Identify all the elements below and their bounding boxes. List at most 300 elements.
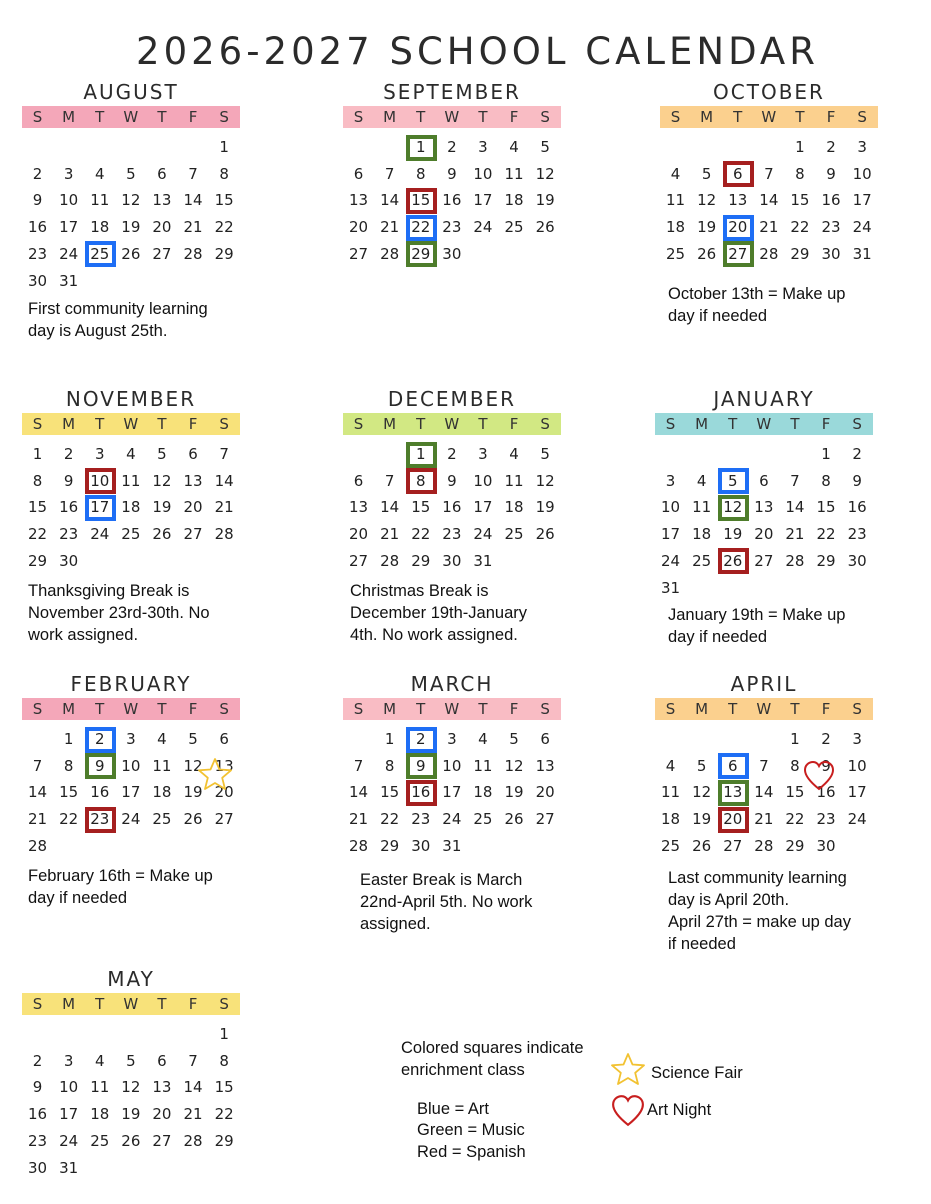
day-cell: 3 (126, 730, 136, 748)
day-cell: 10 (847, 756, 867, 775)
day-cell: 24 (442, 810, 462, 829)
day-cell: 28 (380, 244, 400, 263)
day-cell: 25 (666, 244, 686, 263)
day-cell: 11 (504, 164, 524, 183)
day-cell: 26 (152, 525, 172, 544)
day-cell: 25 (152, 810, 172, 829)
day-cell: 13 (754, 498, 774, 517)
day-cell: 17 (473, 498, 493, 517)
day-cell: 22 (411, 218, 431, 237)
day-cell: 5 (727, 471, 738, 490)
month-december (343, 385, 561, 575)
day-cell: 10 (59, 191, 79, 210)
day-cell: 26 (535, 218, 555, 237)
legend-blue-art: Blue = Art (417, 1100, 490, 1118)
note-december (350, 580, 527, 646)
day-cell: 4 (157, 730, 167, 748)
note-line: 4th. No work assigned. (350, 626, 518, 644)
day-cell: 17 (59, 218, 79, 237)
day-cell: 2 (826, 138, 836, 156)
day-cell: 3 (478, 445, 488, 463)
month-name: SEPTEMBER (383, 80, 521, 104)
day-cell: 6 (188, 445, 198, 463)
day-cell: 8 (32, 471, 43, 490)
day-cell: 10 (442, 756, 462, 775)
weekday-label: S (540, 108, 550, 126)
weekday-label: M (62, 108, 76, 126)
weekday-label: T (157, 108, 167, 126)
day-cell: 21 (349, 810, 369, 829)
day-cell: 6 (157, 164, 167, 183)
art-night-heart-icon (803, 760, 835, 792)
day-cell: 17 (442, 783, 462, 802)
day-cell: 20 (349, 218, 369, 237)
weekday-label: T (95, 108, 105, 126)
day-cell: 9 (852, 471, 862, 490)
day-cell: 19 (504, 783, 524, 802)
weekday-label: S (353, 108, 364, 126)
day-cell: 20 (152, 218, 172, 237)
day-cell: 24 (847, 810, 867, 829)
note-august (28, 298, 208, 342)
day-cell: 11 (121, 471, 141, 490)
day-cell: 5 (540, 445, 550, 463)
day-cell: 29 (816, 551, 836, 570)
day-cell: 31 (59, 1158, 79, 1177)
day-cell: 24 (852, 218, 872, 237)
weekday-label: F (188, 995, 198, 1013)
day-cell: 12 (535, 471, 555, 490)
day-cell: 6 (727, 756, 738, 775)
note-line: Christmas Break is (350, 582, 489, 600)
day-cell: 5 (701, 164, 712, 183)
day-cell: 11 (661, 783, 681, 802)
day-cell: 18 (692, 525, 712, 544)
day-cell: 8 (63, 756, 74, 775)
day-cell: 10 (121, 756, 141, 775)
day-cell: 31 (442, 836, 462, 855)
day-cell: 4 (670, 164, 681, 183)
day-cell: 5 (509, 730, 519, 748)
weekday-label: F (188, 415, 198, 433)
day-cell: 1 (32, 445, 43, 463)
day-cell: 21 (183, 1105, 203, 1124)
weekday-header (22, 106, 240, 128)
weekday-label: W (761, 108, 777, 126)
day-cell: 22 (785, 810, 805, 829)
day-cell: 19 (535, 191, 555, 210)
day-cell: 12 (697, 191, 717, 210)
day-grid (655, 726, 873, 860)
day-cell: 23 (442, 218, 462, 237)
weekday-label: S (670, 108, 681, 126)
day-cell: 2 (63, 445, 74, 463)
day-cell: 16 (28, 218, 48, 237)
day-cell: 26 (121, 1131, 141, 1150)
day-cell: 8 (790, 756, 800, 775)
note-line: day is August 25th. (28, 322, 168, 340)
month-august (22, 78, 240, 294)
day-cell: 27 (349, 244, 369, 263)
day-cell: 13 (535, 756, 555, 775)
note-line: Easter Break is March (360, 871, 523, 889)
day-cell: 17 (473, 191, 493, 210)
day-cell: 5 (126, 1051, 136, 1070)
day-cell: 5 (696, 756, 707, 775)
day-cell: 29 (214, 1131, 234, 1150)
day-cell: 12 (535, 164, 555, 183)
day-cell: 10 (473, 164, 493, 183)
day-cell: 28 (183, 244, 203, 263)
day-cell: 9 (32, 191, 43, 210)
day-cell: 21 (28, 810, 48, 829)
day-cell: 29 (380, 836, 400, 855)
day-cell: 15 (380, 783, 400, 802)
day-cell: 16 (28, 1105, 48, 1124)
day-cell: 16 (847, 498, 867, 517)
day-cell: 19 (697, 218, 717, 237)
day-cell: 1 (219, 1025, 229, 1043)
note-line: day is April 20th. (668, 891, 790, 909)
weekday-label: T (790, 415, 800, 433)
day-cell: 8 (219, 164, 229, 183)
note-line: January 19th = Make up (668, 606, 846, 624)
day-cell: 13 (349, 498, 369, 517)
day-cell: 10 (852, 164, 872, 183)
month-name: MARCH (410, 672, 494, 696)
weekday-label: S (665, 700, 676, 718)
day-cell: 8 (415, 164, 426, 183)
day-cell: 27 (152, 1131, 172, 1150)
day-cell: 4 (94, 1051, 105, 1070)
weekday-header (655, 698, 873, 720)
day-cell: 9 (447, 471, 457, 490)
day-cell: 12 (152, 471, 172, 490)
day-cell: 12 (121, 191, 141, 210)
day-cell: 29 (411, 551, 431, 570)
day-cell: 6 (732, 164, 743, 183)
legend-art-night: Art Night (647, 1101, 712, 1119)
weekday-label: M (383, 415, 397, 433)
day-cell: 23 (90, 810, 110, 829)
day-cell: 27 (349, 551, 369, 570)
day-cell: 4 (478, 730, 488, 748)
weekday-label: S (353, 700, 364, 718)
weekday-label: T (416, 108, 426, 126)
day-cell: 28 (754, 836, 774, 855)
day-cell: 27 (535, 810, 555, 829)
weekday-label: M (62, 700, 76, 718)
day-cell: 23 (411, 810, 431, 829)
weekday-header (22, 413, 240, 435)
note-april (668, 867, 851, 955)
weekday-label: T (795, 108, 805, 126)
weekday-label: M (695, 700, 709, 718)
day-cell: 27 (183, 525, 203, 544)
day-cell: 2 (32, 164, 43, 183)
day-grid (22, 441, 240, 575)
day-cell: 14 (380, 498, 400, 517)
day-cell: 15 (28, 498, 48, 517)
day-cell: 2 (447, 138, 457, 156)
weekday-header (343, 413, 561, 435)
day-grid (343, 441, 561, 575)
day-cell: 23 (847, 525, 867, 544)
day-cell: 22 (214, 1105, 234, 1124)
weekday-label: W (756, 415, 772, 433)
day-cell: 26 (121, 244, 141, 263)
day-cell: 7 (384, 164, 395, 183)
day-cell: 3 (94, 445, 105, 463)
weekday-label: F (509, 108, 519, 126)
weekday-label: S (219, 700, 229, 718)
day-cell: 11 (666, 191, 686, 210)
weekday-header (660, 106, 878, 128)
note-january (668, 604, 846, 648)
day-cell: 16 (411, 783, 431, 802)
note-line: assigned. (360, 915, 431, 933)
day-cell: 18 (90, 218, 110, 237)
day-cell: 7 (764, 164, 774, 183)
day-cell: 20 (754, 525, 774, 544)
day-cell: 31 (59, 271, 79, 290)
day-cell: 23 (28, 1131, 48, 1150)
day-cell: 13 (349, 191, 369, 210)
month-november (22, 385, 240, 575)
day-cell: 17 (121, 783, 141, 802)
day-cell: 8 (821, 471, 831, 490)
day-cell: 30 (821, 244, 841, 263)
day-cell: 20 (723, 810, 743, 829)
weekday-label: T (95, 700, 105, 718)
day-cell: 4 (126, 445, 136, 463)
note-november (28, 580, 210, 646)
day-cell: 21 (183, 218, 203, 237)
weekday-label: T (95, 995, 105, 1013)
day-cell: 13 (723, 783, 743, 802)
weekday-label: M (62, 995, 76, 1013)
day-cell: 30 (442, 244, 462, 263)
day-cell: 14 (380, 191, 400, 210)
day-cell: 10 (90, 471, 110, 490)
weekday-label: S (540, 415, 550, 433)
note-line: 22nd-April 5th. No work (360, 893, 533, 911)
day-cell: 14 (759, 191, 779, 210)
day-cell: 10 (59, 1078, 79, 1097)
day-cell: 20 (349, 525, 369, 544)
weekday-label: M (695, 415, 709, 433)
day-cell: 14 (754, 783, 774, 802)
weekday-label: T (478, 108, 488, 126)
weekday-label: S (219, 995, 229, 1013)
weekday-label: T (728, 700, 738, 718)
day-cell: 7 (188, 1051, 198, 1070)
weekday-label: S (32, 108, 43, 126)
day-cell: 18 (666, 218, 686, 237)
science-fair-star-icon (197, 757, 233, 791)
day-cell: 6 (353, 164, 364, 183)
month-name: APRIL (730, 672, 798, 696)
day-cell: 22 (59, 810, 79, 829)
day-cell: 30 (28, 271, 48, 290)
weekday-label: W (756, 700, 772, 718)
month-april (655, 670, 873, 860)
day-cell: 2 (447, 445, 457, 463)
day-cell: 25 (121, 525, 141, 544)
day-cell: 6 (759, 471, 769, 490)
day-cell: 25 (692, 551, 712, 570)
day-cell: 28 (349, 836, 369, 855)
page-title: 2026-2027 SCHOOL CALENDAR (136, 30, 819, 73)
day-cell: 28 (380, 551, 400, 570)
weekday-label: W (444, 700, 460, 718)
month-may (22, 965, 240, 1181)
note-line: day if needed (668, 628, 768, 646)
day-cell: 30 (442, 551, 462, 570)
day-cell: 7 (219, 445, 229, 463)
day-cell: 24 (59, 1131, 79, 1150)
day-cell: 23 (816, 810, 836, 829)
day-cell: 24 (59, 244, 79, 263)
day-cell: 25 (504, 218, 524, 237)
day-cell: 11 (692, 498, 712, 517)
day-grid (655, 441, 873, 601)
month-name: JANUARY (713, 387, 815, 411)
day-cell: 2 (32, 1051, 43, 1070)
day-cell: 1 (790, 730, 800, 748)
day-cell: 27 (754, 551, 774, 570)
day-cell: 14 (785, 498, 805, 517)
day-cell: 8 (384, 756, 395, 775)
weekday-label: W (123, 415, 139, 433)
weekday-label: T (790, 700, 800, 718)
day-cell: 15 (816, 498, 836, 517)
weekday-label: F (826, 108, 836, 126)
day-cell: 1 (415, 445, 426, 463)
day-cell: 18 (121, 498, 141, 517)
day-cell: 4 (665, 756, 676, 775)
day-cell: 19 (121, 218, 141, 237)
day-cell: 5 (540, 138, 550, 156)
day-cell: 19 (152, 498, 172, 517)
day-cell: 11 (90, 191, 110, 210)
day-cell: 15 (214, 1078, 234, 1097)
day-cell: 25 (90, 244, 110, 263)
legend-science-fair: Science Fair (651, 1064, 743, 1082)
day-cell: 27 (152, 244, 172, 263)
day-cell: 2 (821, 730, 831, 748)
day-cell: 7 (32, 756, 43, 775)
day-cell: 25 (661, 836, 681, 855)
day-cell: 4 (696, 471, 707, 490)
day-cell: 13 (183, 471, 203, 490)
day-cell: 19 (183, 783, 203, 802)
day-cell: 27 (728, 244, 748, 263)
weekday-label: S (852, 700, 862, 718)
weekday-label: W (123, 995, 139, 1013)
day-cell: 26 (183, 810, 203, 829)
day-cell: 30 (411, 836, 431, 855)
month-name: FEBRUARY (70, 672, 192, 696)
day-cell: 20 (152, 1105, 172, 1124)
weekday-label: F (821, 415, 831, 433)
day-grid (343, 134, 561, 268)
day-cell: 31 (852, 244, 872, 263)
day-cell: 18 (152, 783, 172, 802)
day-cell: 7 (759, 756, 769, 775)
weekday-label: T (728, 415, 738, 433)
day-cell: 16 (821, 191, 841, 210)
day-cell: 21 (785, 525, 805, 544)
day-cell: 17 (847, 783, 867, 802)
day-cell: 24 (661, 551, 681, 570)
day-cell: 3 (63, 164, 74, 183)
note-line: day if needed (668, 307, 768, 325)
day-cell: 18 (661, 810, 681, 829)
day-cell: 25 (90, 1131, 110, 1150)
day-cell: 23 (28, 244, 48, 263)
day-cell: 25 (473, 810, 493, 829)
weekday-label: M (700, 108, 714, 126)
day-cell: 24 (473, 525, 493, 544)
weekday-label: T (733, 108, 743, 126)
day-cell: 2 (94, 730, 105, 748)
day-cell: 8 (795, 164, 805, 183)
day-cell: 22 (28, 525, 48, 544)
day-cell: 18 (504, 498, 524, 517)
day-cell: 22 (380, 810, 400, 829)
day-cell: 27 (723, 836, 743, 855)
weekday-label: T (157, 415, 167, 433)
day-cell: 28 (28, 836, 48, 855)
weekday-label: S (32, 415, 43, 433)
day-cell: 16 (59, 498, 79, 517)
note-line: April 27th = make up day (668, 913, 851, 931)
day-grid (22, 1021, 240, 1181)
day-cell: 5 (188, 730, 198, 748)
weekday-label: F (188, 108, 198, 126)
weekday-label: T (95, 415, 105, 433)
month-september (343, 78, 561, 268)
legend-red-spanish: Red = Spanish (417, 1143, 526, 1161)
day-cell: 26 (723, 551, 743, 570)
weekday-label: F (188, 700, 198, 718)
day-cell: 29 (785, 836, 805, 855)
day-cell: 21 (380, 525, 400, 544)
day-cell: 4 (509, 138, 519, 156)
day-cell: 8 (415, 471, 426, 490)
weekday-label: W (123, 108, 139, 126)
weekday-label: T (157, 995, 167, 1013)
day-cell: 30 (28, 1158, 48, 1177)
day-cell: 14 (214, 471, 234, 490)
day-cell: 28 (759, 244, 779, 263)
weekday-label: S (540, 700, 550, 718)
day-cell: 7 (384, 471, 395, 490)
day-cell: 11 (504, 471, 524, 490)
day-grid (22, 726, 240, 860)
day-cell: 21 (754, 810, 774, 829)
legend-heart-icon (611, 1094, 645, 1128)
day-cell: 26 (535, 525, 555, 544)
weekday-label: M (383, 700, 397, 718)
weekday-label: W (444, 415, 460, 433)
weekday-label: T (416, 700, 426, 718)
day-cell: 11 (152, 756, 172, 775)
legend-star-icon (610, 1052, 646, 1086)
day-cell: 13 (214, 756, 234, 775)
day-cell: 20 (535, 783, 555, 802)
